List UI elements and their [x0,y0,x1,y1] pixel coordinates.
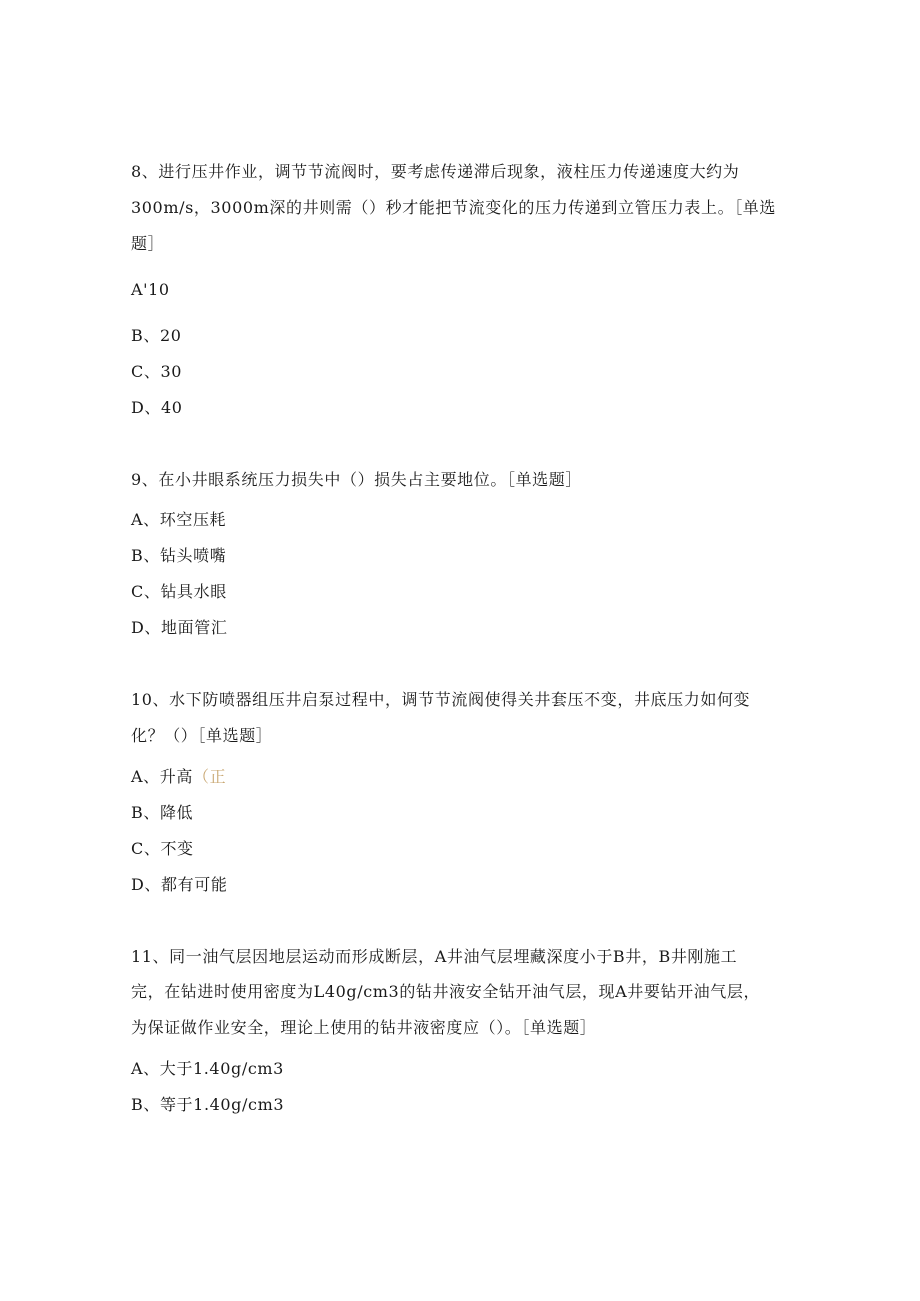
question-8-option-a[interactable]: A'10 [131,280,170,299]
question-10-option-a-label: A、升高 [131,767,193,786]
question-10-option-b[interactable]: B、降低 [131,803,194,822]
question-11-stem-line-3: 为保证做作业安全，理论上使用的钻井液密度应（）。［单选题］ [131,1018,597,1037]
question-11-option-b[interactable]: B、等于1.40g∕cm3 [131,1095,285,1114]
question-9-option-a[interactable]: A、环空压耗 [131,510,227,529]
question-10-stem-line-1: 10、水下防喷器组压井启泵过程中，调节节流阀使得关井套压不变，井底压力如何变 [131,690,751,709]
question-9-option-c[interactable]: C、钻具水眼 [131,582,227,601]
question-9-option-d[interactable]: D、地面管汇 [131,618,228,637]
question-10-option-a[interactable] [131,767,226,787]
question-10-option-c[interactable]: C、不变 [131,839,194,858]
question-8-stem-line-3: 题］ [131,234,165,253]
question-11-stem-line-1: 11、同一油气层因地层运动而形成断层，A井油气层埋藏深度小于B井，B井刚施工 [131,947,738,966]
correct-answer-mark: （正 [192,767,227,786]
question-8-option-c[interactable]: C、30 [131,362,183,381]
question-8-option-b[interactable]: B、20 [131,326,182,345]
question-10-option-d[interactable]: D、都有可能 [131,875,228,894]
question-11-stem-line-2: 完，在钻进时使用密度为L40g∕cm3的钻井液安全钻开油气层，现A井要钻开油气层， [131,982,761,1001]
question-9-stem-line-1: 9、在小井眼系统压力损失中（）损失占主要地位。［单选题］ [131,470,582,489]
question-9-option-b[interactable]: B、钻头喷嘴 [131,546,227,565]
question-11-option-a[interactable]: A、大于1.40g∕cm3 [131,1059,284,1078]
question-8-stem-line-1: 8、进行压井作业，调节节流阀时，要考虑传递滞后现象，液柱压力传递速度大约为 [131,162,740,181]
question-8-stem-line-2: 300m∕s，3000m深的井则需（）秒才能把节流变化的压力传递到立管压力表上。［单选 [131,198,777,217]
question-8-option-d[interactable]: D、40 [131,398,183,417]
question-10-stem-line-2: 化？（）［单选题］ [131,726,273,745]
